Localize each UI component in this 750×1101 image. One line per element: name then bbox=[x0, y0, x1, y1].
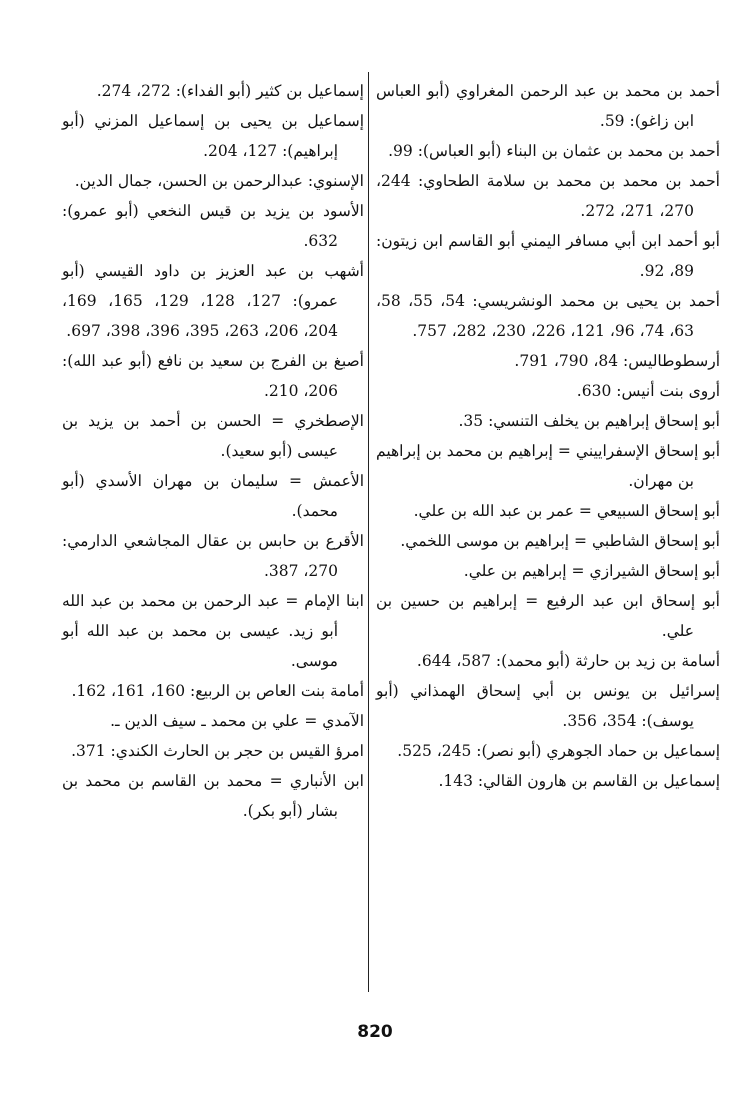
index-entry: الإصطخري = الحسن بن أحمد بن يزيد بن عيسى (أبو سعيد). bbox=[62, 412, 364, 460]
index-entry: الآمدي = علي بن محمد ـ سيف الدين ـ. bbox=[110, 712, 364, 730]
index-entry: أبو إسحاق الشاطبي = إبراهيم بن موسى اللخمي. bbox=[400, 532, 720, 550]
index-entry: أحمد بن محمد بن محمد بن سلامة الطحاوي: 244، 270، 271، 272. bbox=[376, 172, 720, 220]
index-entry: أسامة بن زيد بن حارثة (أبو محمد): 587، 644. bbox=[416, 652, 720, 670]
index-entry: أمامة بنت العاص بن الربيع: 160، 161، 162. bbox=[71, 682, 364, 700]
index-entry: أحمد بن محمد بن عبد الرحمن المغراوي (أبو العباس ابن زاغو): 59. bbox=[376, 82, 720, 130]
index-entry: إسماعيل بن حماد الجوهري (أبو نصر): 245، 525. bbox=[397, 742, 720, 760]
index-entry: أروى بنت أنيس: 630. bbox=[576, 382, 720, 400]
page-number: 820 bbox=[357, 1022, 393, 1042]
index-entry: ابن الأنباري = محمد بن القاسم بن محمد بن بشار (أبو بكر). bbox=[62, 772, 364, 820]
index-entry: أبو إسحاق إبراهيم بن يخلف التنسي: 35. bbox=[458, 412, 720, 430]
index-entry: أبو أحمد ابن أبي مسافر اليمني أبو القاسم ابن زيتون: 89، 92. bbox=[376, 232, 720, 280]
index-entry: الأقرع بن حابس بن عقال المجاشعي الدارمي: 270، 387. bbox=[62, 532, 364, 580]
index-entry: إسماعيل بن كثير (أبو الفداء): 272، 274. bbox=[96, 82, 364, 100]
index-entry: إسماعيل بن يحيى بن إسماعيل المزني (أبو إبراهيم): 127، 204. bbox=[62, 112, 364, 160]
index-entry: أبو إسحاق الإسفراييني = إبراهيم بن محمد بن إبراهيم بن مهران. bbox=[376, 442, 720, 490]
index-entry: الأعمش = سليمان بن مهران الأسدي (أبو محمد). bbox=[62, 472, 364, 520]
index-entry: أبو إسحاق السبيعي = عمر بن عبد الله بن علي. bbox=[413, 502, 720, 520]
index-entry: أحمد بن يحيى بن محمد الونشريسي: 54، 55، 58، 63، 74، 96، 121، 226، 230، 282، 757. bbox=[376, 292, 720, 340]
right-column bbox=[376, 76, 720, 796]
index-entry: أحمد بن محمد بن عثمان بن البناء (أبو العباس): 99. bbox=[388, 142, 720, 160]
index-entry: الإسنوي: عبدالرحمن بن الحسن، جمال الدين. bbox=[74, 172, 364, 190]
left-column bbox=[62, 76, 364, 826]
index-entry: أشهب بن عبد العزيز بن داود القيسي (أبو عمرو): 127، 128، 129، 165، 169، 204، 206، 263، 395، 396، 398، 697. bbox=[62, 262, 364, 340]
column-divider bbox=[368, 72, 369, 992]
index-entry: ابنا الإمام = عبد الرحمن بن محمد بن عبد الله أبو زيد. عيسى بن محمد بن عبد الله أبو موسى. bbox=[62, 592, 364, 670]
index-entry: إسرائيل بن يونس بن أبي إسحاق الهمذاني (أبو يوسف): 354، 356. bbox=[376, 682, 720, 730]
index-entry: أرسطوطاليس: 84، 790، 791. bbox=[514, 352, 720, 370]
index-entry: امرؤ القيس بن حجر بن الحارث الكندي: 371. bbox=[71, 742, 364, 760]
index-entry: أصبغ بن الفرج بن سعيد بن نافع (أبو عبد الله): 206، 210. bbox=[62, 352, 364, 400]
index-entry: الأسود بن يزيد بن قيس النخعي (أبو عمرو): 632. bbox=[62, 202, 364, 250]
index-entry: أبو إسحاق ابن عبد الرفيع = إبراهيم بن حسين بن علي. bbox=[376, 592, 720, 640]
index-entry: إسماعيل بن القاسم بن هارون القالي: 143. bbox=[438, 772, 720, 790]
index-entry: أبو إسحاق الشيرازي = إبراهيم بن علي. bbox=[463, 562, 720, 580]
